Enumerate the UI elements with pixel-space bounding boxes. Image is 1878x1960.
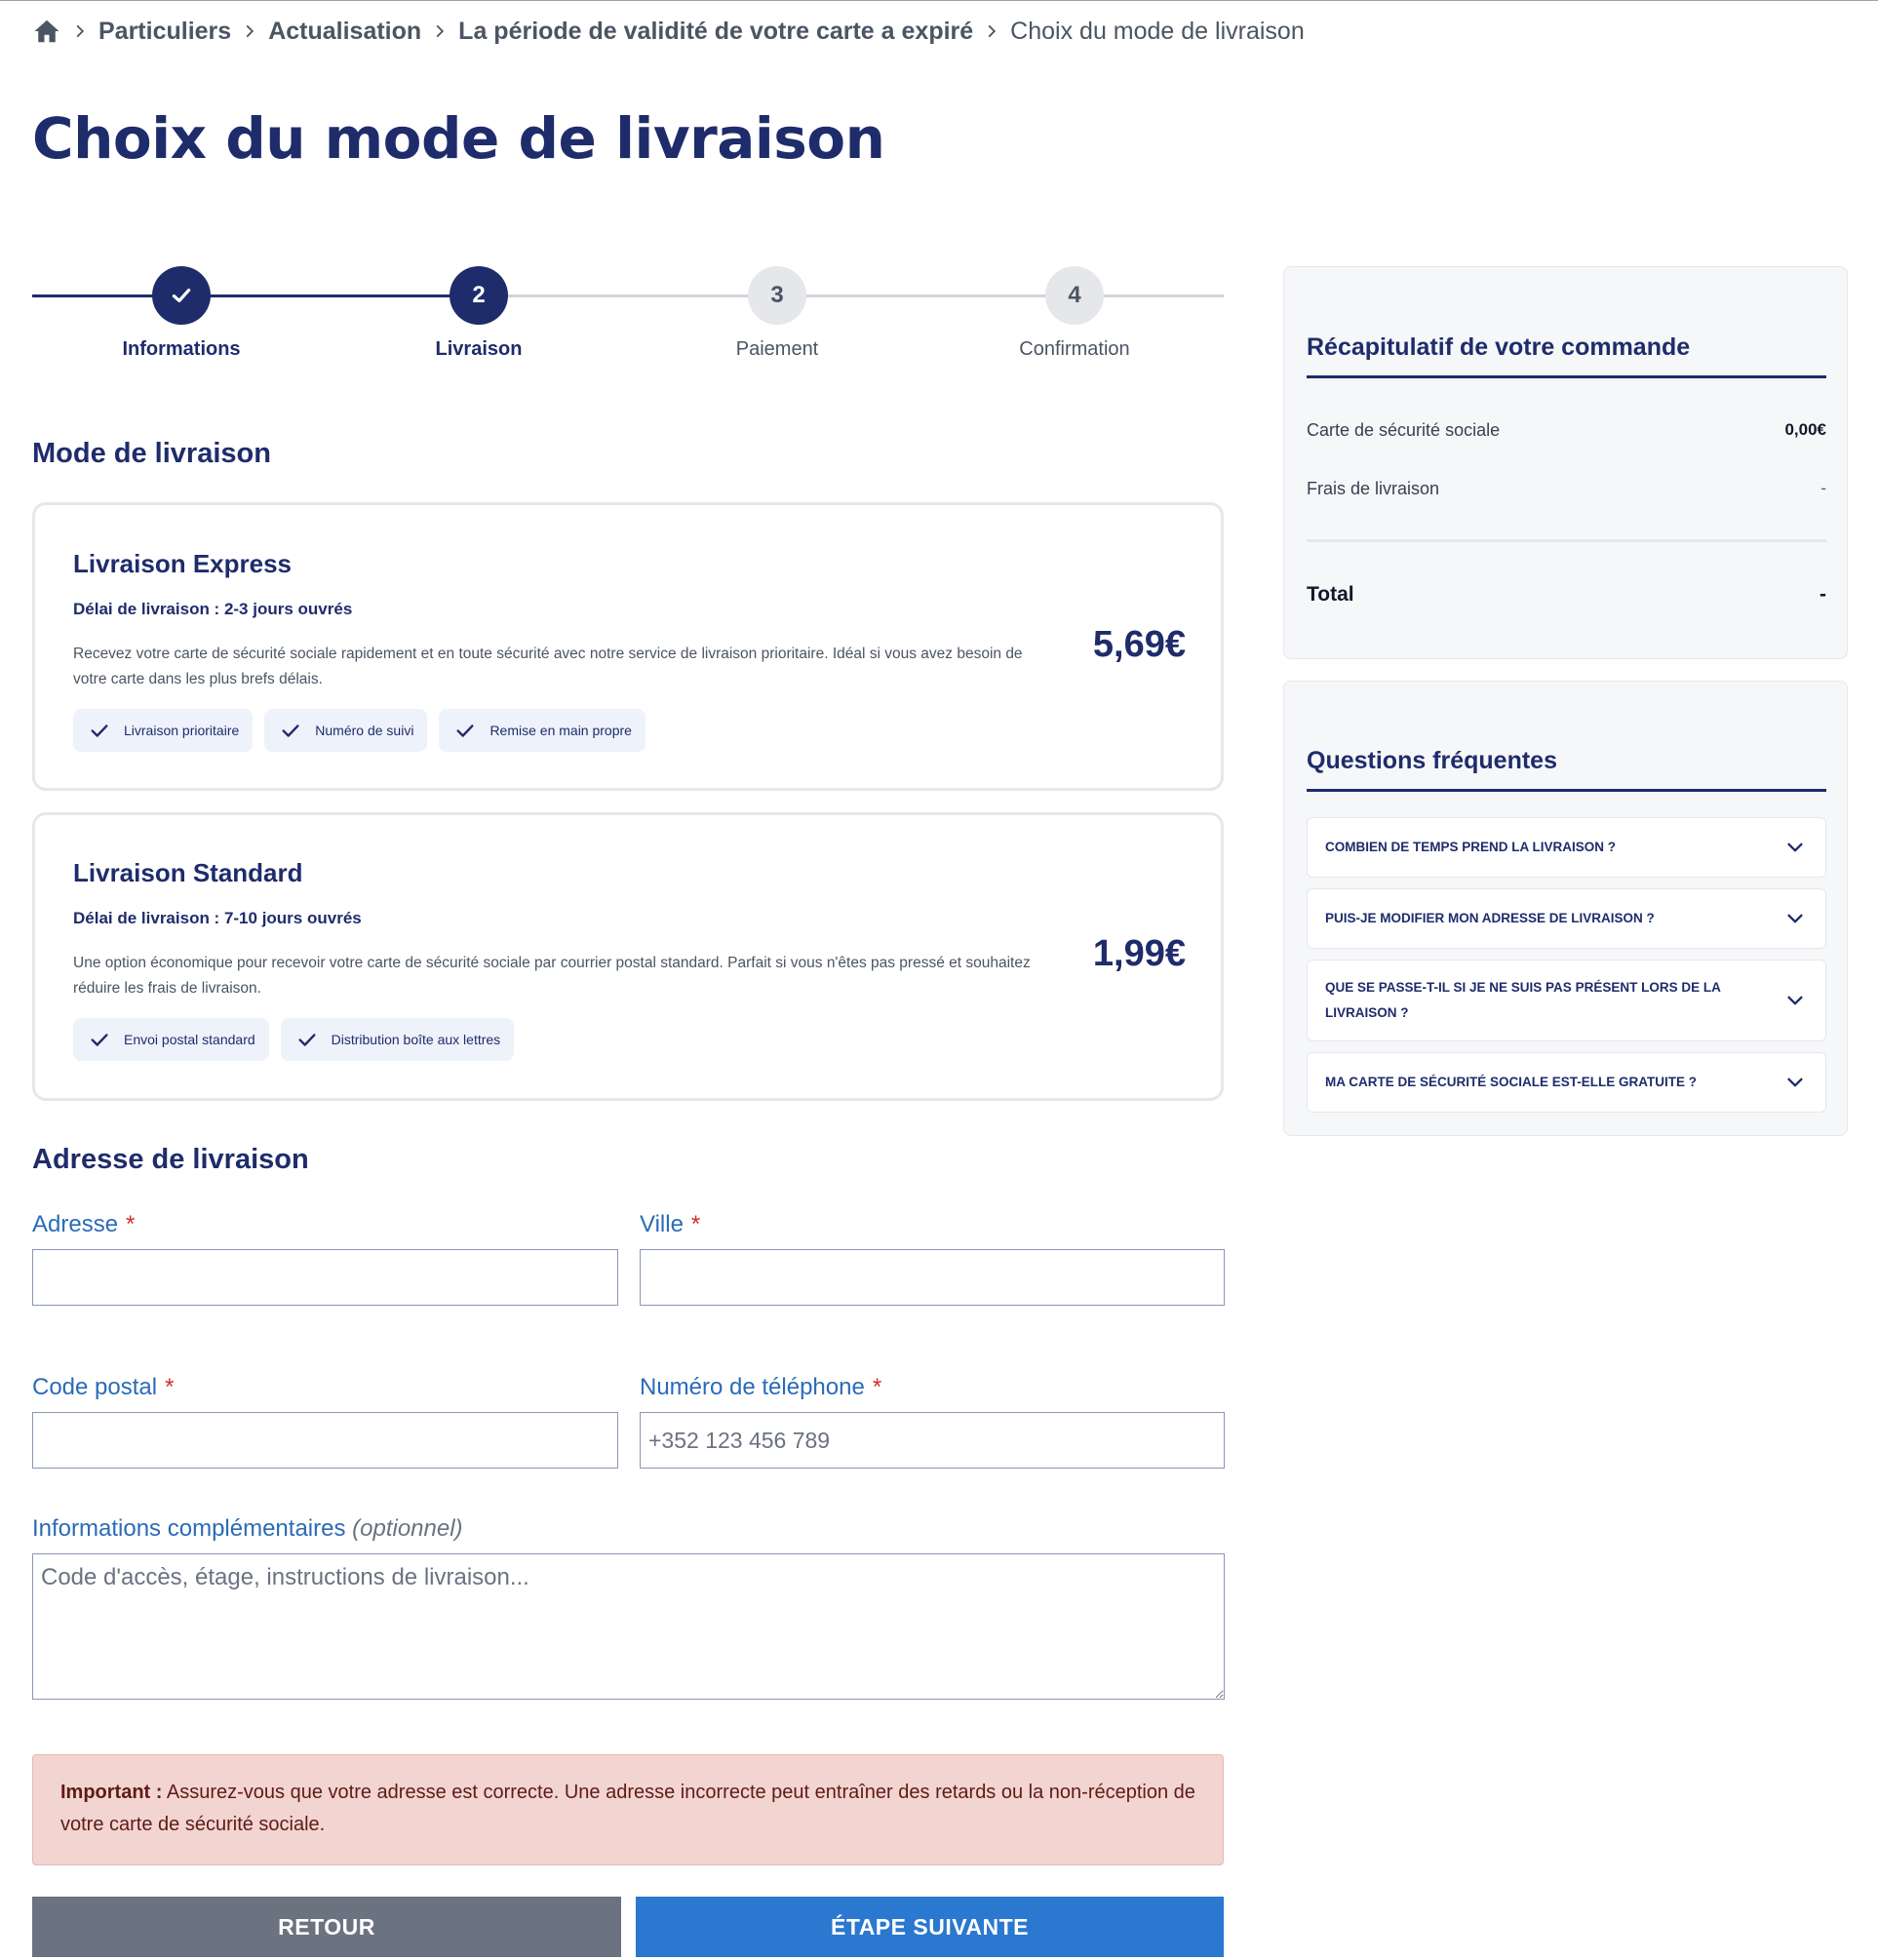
chevron-right-icon	[985, 24, 998, 38]
faq-title: Questions fréquentes	[1307, 747, 1826, 792]
feature-label: Livraison prioritaire	[124, 723, 240, 738]
alert-strong: Important :	[60, 1782, 163, 1803]
faq-question: PUIS-JE MODIFIER MON ADRESSE DE LIVRAISON ?	[1325, 911, 1655, 925]
step-1-label: Informations	[122, 338, 241, 360]
chevron-down-icon	[1784, 1072, 1806, 1093]
faq-question: COMBIEN DE TEMPS PREND LA LIVRAISON ?	[1325, 840, 1617, 854]
additional-info-label	[32, 1515, 463, 1543]
summary-divider	[1307, 539, 1826, 542]
faq-panel	[1283, 681, 1848, 1136]
breadcrumb-item-particuliers[interactable]: Particuliers	[98, 17, 232, 45]
postal-code-label	[32, 1374, 174, 1401]
address-label	[32, 1211, 135, 1238]
chevron-down-icon	[1784, 990, 1806, 1011]
address-label-text: Adresse	[32, 1211, 119, 1237]
faq-item[interactable]	[1307, 960, 1826, 1041]
breadcrumb-item-periode-expiree[interactable]: La période de validité de votre carte a expiré	[458, 17, 974, 45]
feature-label: Numéro de suivi	[315, 723, 414, 738]
step-4-label: Confirmation	[1019, 338, 1130, 360]
breadcrumb-item-actualisation[interactable]: Actualisation	[268, 17, 422, 45]
chevron-down-icon	[1784, 908, 1806, 929]
step-confirmation	[977, 263, 1172, 361]
delivery-option-price: 5,69€	[1092, 624, 1186, 665]
feature-badge	[264, 709, 427, 752]
phone-label-text: Numéro de téléphone	[640, 1374, 865, 1400]
check-icon	[89, 1029, 110, 1050]
required-marker: *	[165, 1374, 175, 1400]
summary-row-label: Carte de sécurité sociale	[1307, 420, 1501, 440]
delivery-option-delay: Délai de livraison : 7-10 jours ouvrés	[73, 909, 362, 927]
step-3-label: Paiement	[735, 338, 819, 360]
step-paiement	[680, 263, 875, 361]
summary-row-card	[1307, 420, 1826, 441]
chevron-right-icon	[243, 24, 256, 38]
additional-info-textarea[interactable]	[32, 1553, 1225, 1700]
city-label-text: Ville	[640, 1211, 684, 1237]
faq-item[interactable]	[1307, 888, 1826, 949]
optional-marker: (optionnel)	[352, 1515, 463, 1542]
summary-total	[1307, 583, 1826, 607]
postal-code-label-text: Code postal	[32, 1374, 158, 1400]
feature-badge	[439, 709, 646, 752]
feature-badge	[73, 1018, 269, 1061]
chevron-down-icon	[1784, 837, 1806, 858]
delivery-address-title: Adresse de livraison	[32, 1144, 309, 1175]
breadcrumb	[32, 14, 1305, 49]
feature-badge	[281, 1018, 515, 1061]
feature-label: Remise en main propre	[489, 723, 632, 738]
chevron-right-icon	[433, 24, 447, 38]
summary-total-label: Total	[1307, 583, 1354, 606]
phone-input[interactable]	[640, 1412, 1225, 1469]
delivery-option-delay: Délai de livraison : 2-3 jours ouvrés	[73, 600, 353, 618]
required-marker: *	[872, 1374, 882, 1400]
check-icon	[169, 283, 194, 308]
city-input[interactable]	[640, 1249, 1225, 1306]
faq-question: QUE SE PASSE-T-IL SI JE NE SUIS PAS PRÉSENT LORS DE LA LIVRAISON ?	[1325, 980, 1721, 1020]
summary-total-value: -	[1819, 583, 1826, 606]
check-icon	[296, 1029, 318, 1050]
page-title: Choix du mode de livraison	[32, 105, 885, 172]
delivery-option-price: 1,99€	[1092, 933, 1186, 974]
check-icon	[89, 720, 110, 741]
address-input[interactable]	[32, 1249, 618, 1306]
feature-label: Distribution boîte aux lettres	[331, 1032, 501, 1047]
step-4-circle: 4	[1045, 266, 1104, 325]
faq-item[interactable]	[1307, 817, 1826, 878]
check-icon	[454, 720, 476, 741]
delivery-option-express[interactable]	[32, 502, 1224, 791]
next-step-button[interactable]: ÉTAPE SUIVANTE	[636, 1897, 1224, 1957]
faq-question: MA CARTE DE SÉCURITÉ SOCIALE EST-ELLE GRATUITE ?	[1325, 1075, 1698, 1089]
city-label	[640, 1211, 700, 1238]
feature-badge	[73, 709, 253, 752]
delivery-option-description: Recevez votre carte de sécurité sociale rapidement et en toute sécurité avec notre service de livraison prioritaire. Idéal si vous avez besoin de votre carte dans les plus brefs délais.	[73, 646, 1023, 687]
delivery-mode-title: Mode de livraison	[32, 438, 271, 469]
summary-row-value: 0,00€	[1784, 420, 1826, 439]
faq-item[interactable]	[1307, 1052, 1826, 1113]
step-2-label: Livraison	[435, 338, 523, 360]
step-informations	[84, 263, 279, 361]
postal-code-input[interactable]	[32, 1412, 618, 1469]
important-alert	[32, 1754, 1224, 1865]
delivery-option-standard[interactable]	[32, 812, 1224, 1101]
order-summary-title: Récapitulatif de votre commande	[1307, 333, 1826, 378]
summary-row-value: -	[1820, 479, 1826, 497]
step-2-circle: 2	[450, 266, 508, 325]
delivery-option-name: Livraison Standard	[73, 858, 303, 887]
step-3-circle: 3	[748, 266, 806, 325]
required-marker: *	[690, 1211, 701, 1237]
required-marker: *	[126, 1211, 136, 1237]
feature-label: Envoi postal standard	[124, 1032, 255, 1047]
step-livraison	[381, 263, 576, 361]
delivery-option-name: Livraison Express	[73, 549, 292, 578]
summary-row-label: Frais de livraison	[1307, 479, 1440, 498]
check-icon	[280, 720, 301, 741]
back-button[interactable]: RETOUR	[32, 1897, 621, 1957]
breadcrumb-current: Choix du mode de livraison	[1010, 17, 1305, 45]
step-1-circle	[152, 266, 211, 325]
delivery-option-description: Une option économique pour recevoir votre carte de sécurité sociale par courrier postal standard. Parfait si vous n'êtes pas pressé et souhaitez réduire les frais de livraison.	[73, 955, 1031, 997]
additional-info-label-text: Informations complémentaires	[32, 1515, 346, 1542]
order-summary-panel	[1283, 266, 1848, 659]
home-icon[interactable]	[32, 17, 61, 46]
phone-label	[640, 1374, 881, 1401]
delivery-option-features	[73, 1018, 514, 1061]
summary-row-shipping	[1307, 479, 1826, 499]
delivery-option-features	[73, 709, 646, 752]
top-border	[0, 0, 1878, 1]
chevron-right-icon	[73, 24, 87, 38]
progress-stepper	[32, 263, 1224, 371]
alert-text: Assurez-vous que votre adresse est correcte. Une adresse incorrecte peut entraîner des retards ou la non-réception de votre carte de sécurité sociale.	[60, 1782, 1195, 1835]
